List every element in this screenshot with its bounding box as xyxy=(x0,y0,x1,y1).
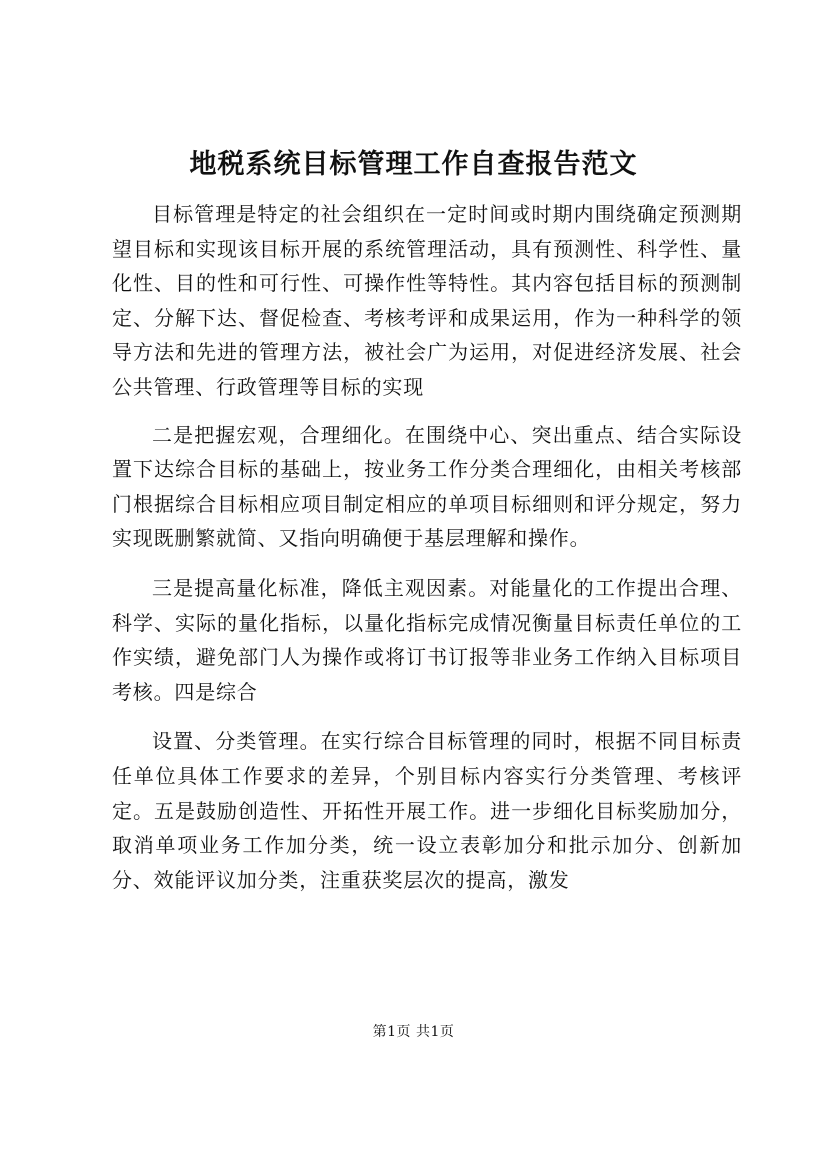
paragraph-point-four-five: 设置、分类管理。在实行综合目标管理的同时，根据不同目标责任单位具体工作要求的差异，个别目标内容实行分类管理、考核评定。五是鼓励创造性、开拓性开展工作。进一步细化目标奖励加分，取消单项业务工作加分类，统一设立表彰加分和批示加分、创新加分、效能评议加分类，注重获奖层次的提高，激发 xyxy=(112,729,742,892)
document-title: 地税系统目标管理工作自查报告范文 xyxy=(189,149,638,180)
paragraph-point-two: 二是把握宏观，合理细化。在围绕中心、突出重点、结合实际设置下达综合目标的基础上，按业务工作分类合理细化，由相关考核部门根据综合目标相应项目制定相应的单项目标细则和评分规定，努力实现既删繁就简、又指向明确便于基层理解和操作。 xyxy=(112,422,742,551)
paragraph-point-three: 三是提高量化标准，降低主观因素。对能量化的工作提出合理、科学、实际的量化指标，以量化指标完成情况衡量目标责任单位的工作实绩，避免部门人为操作或将订书订报等非业务工作纳入目标项目考核。四是综合 xyxy=(112,575,742,704)
document-body xyxy=(112,197,742,897)
paragraph-intro: 目标管理是特定的社会组织在一定时间或时期内围绕确定预测期望目标和实现该目标开展的系统管理活动，具有预测性、科学性、量化性、目的性和可行性、可操作性等特性。其内容包括目标的预测制定、分解下达、督促检查、考核考评和成果运用，作为一种科学的领导方法和先进的管理方法，被社会广为运用，对促进经济发展、社会公共管理、行政管理等目标的实现 xyxy=(112,202,742,399)
page-number-footer: 第1页 共1页 xyxy=(372,1024,455,1040)
